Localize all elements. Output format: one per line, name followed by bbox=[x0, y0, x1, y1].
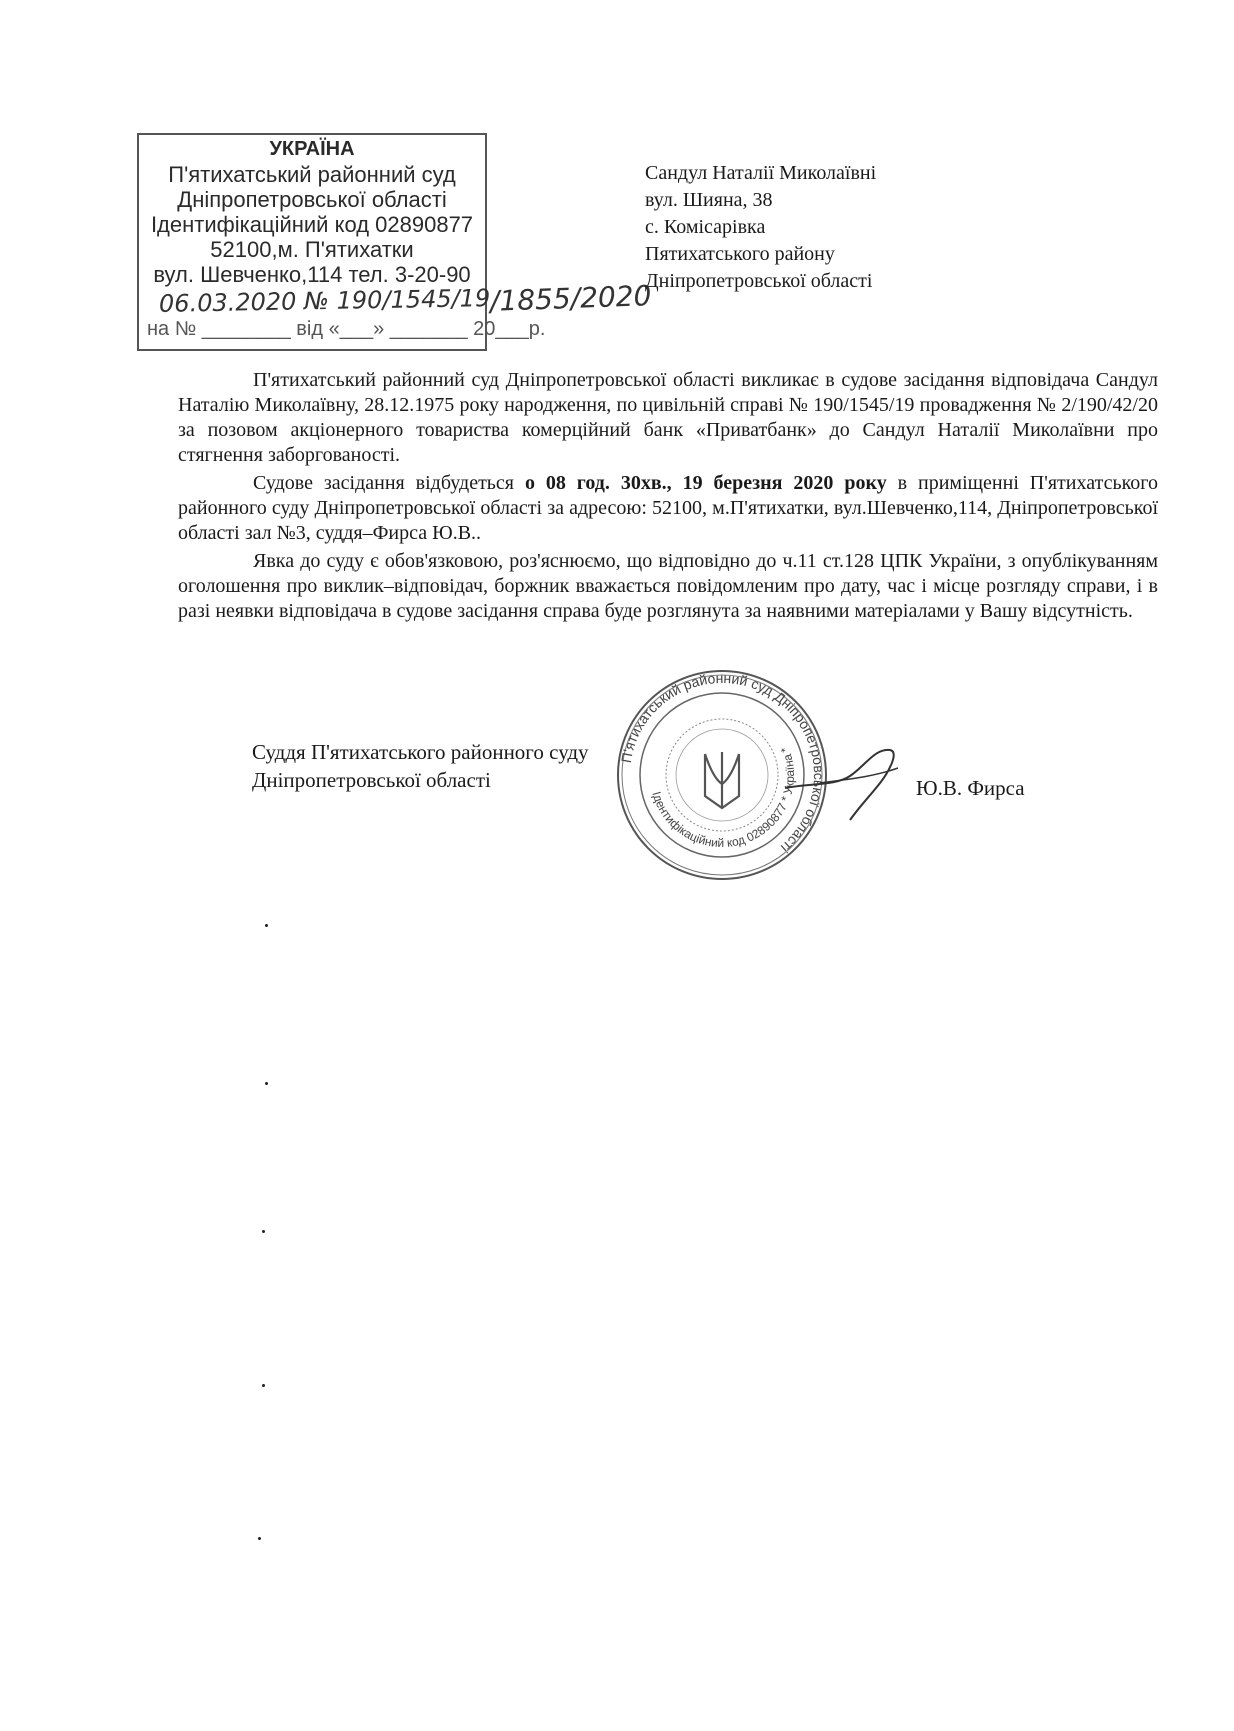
scan-dot bbox=[258, 1537, 261, 1540]
addressee-village: с. Комісарівка bbox=[645, 216, 766, 238]
scan-dot bbox=[262, 1230, 265, 1233]
scan-dot bbox=[262, 1384, 265, 1387]
judge-title-line1: Суддя П'ятихатського районного суду bbox=[252, 740, 589, 764]
judge-title bbox=[252, 738, 589, 794]
paragraph-attendance: Явка до суду є обов'язковою, роз'яснюємо, що відповідно до ч.11 ст.128 ЦПК України, з опублікуванням оголошення про виклик–відповідач, боржник вважається повідомленим про дату, час і місце розгляду справи, і в разі неявки відповідача в судове засідання справа буде розглянута за наявними матеріалами у Вашу відсутність. bbox=[178, 550, 1158, 622]
judge-title-line2: Дніпропетровської області bbox=[252, 768, 491, 792]
seal-outer-text: П'ятихатський районний суд Дніпропетровської області bbox=[617, 669, 828, 857]
stamp-postal: 52100,м. П'ятихатки bbox=[210, 237, 414, 262]
stamp-street: вул. Шевченко,114 тел. 3-20-90 bbox=[153, 262, 471, 287]
scan-dot bbox=[265, 1082, 268, 1085]
handwritten-outgoing-number: 06.03.2020 № 190/1545/19 bbox=[158, 284, 491, 318]
stamp-id-code: Ідентифікаційний код 02890877 bbox=[150, 212, 474, 237]
hearing-text-end: в приміщенні П'ятихатського районного суду Дніпропетровської області за адресою: 52100, м.П'ятихатки, вул.Шевченко,114, Дніпропетровської області зал №3, суддя–Фирса Ю.В.. bbox=[178, 472, 1158, 544]
seal-inner-text: Ідентифікаційний код 02890877 * Україна * bbox=[649, 744, 798, 851]
addressee-street: вул. Шияна, 38 bbox=[645, 189, 773, 211]
court-header-stamp bbox=[137, 133, 546, 351]
stamp-reply-line: на № ________ від «___» _______ 20___р. bbox=[147, 318, 546, 340]
hearing-datetime: о 08 год. 30хв., 19 березня 2020 року bbox=[524, 472, 887, 494]
letter-body bbox=[178, 368, 1158, 627]
paragraph-hearing bbox=[178, 471, 1158, 546]
trident-emblem-icon bbox=[705, 752, 739, 808]
judge-name: Ю.В. Фирса bbox=[916, 776, 1025, 800]
paragraph-summons: П'ятихатський районний суд Дніпропетровської області викликає в судове засідання відповідача Сандул Наталію Миколаївну, 28.12.1975 року народження, по цивільній справі № 190/1545/19 провадження № 2/190/42/20 за позовом акціонерного товариства комерційний банк «Приватбанк» до Сандул Наталії Миколаївни про стягнення заборгованості. bbox=[178, 369, 1158, 466]
stamp-country: УКРАЇНА bbox=[269, 138, 355, 160]
handwritten-number-tail: /1855/2020 bbox=[489, 279, 652, 318]
judge-signature bbox=[780, 728, 930, 828]
addressee-region: Дніпропетровської області bbox=[645, 270, 873, 292]
addressee-block bbox=[645, 160, 876, 295]
stamp-region: Дніпропетровської області bbox=[177, 187, 447, 212]
addressee-district: Пятихатського району bbox=[645, 243, 835, 265]
hearing-text-start: Судове засідання відбудеться bbox=[253, 472, 525, 494]
addressee-name: Сандул Наталії Миколаївні bbox=[645, 162, 877, 184]
stamp-court-name: П'ятихатський районний суд bbox=[168, 162, 456, 187]
scan-dot bbox=[265, 924, 268, 927]
